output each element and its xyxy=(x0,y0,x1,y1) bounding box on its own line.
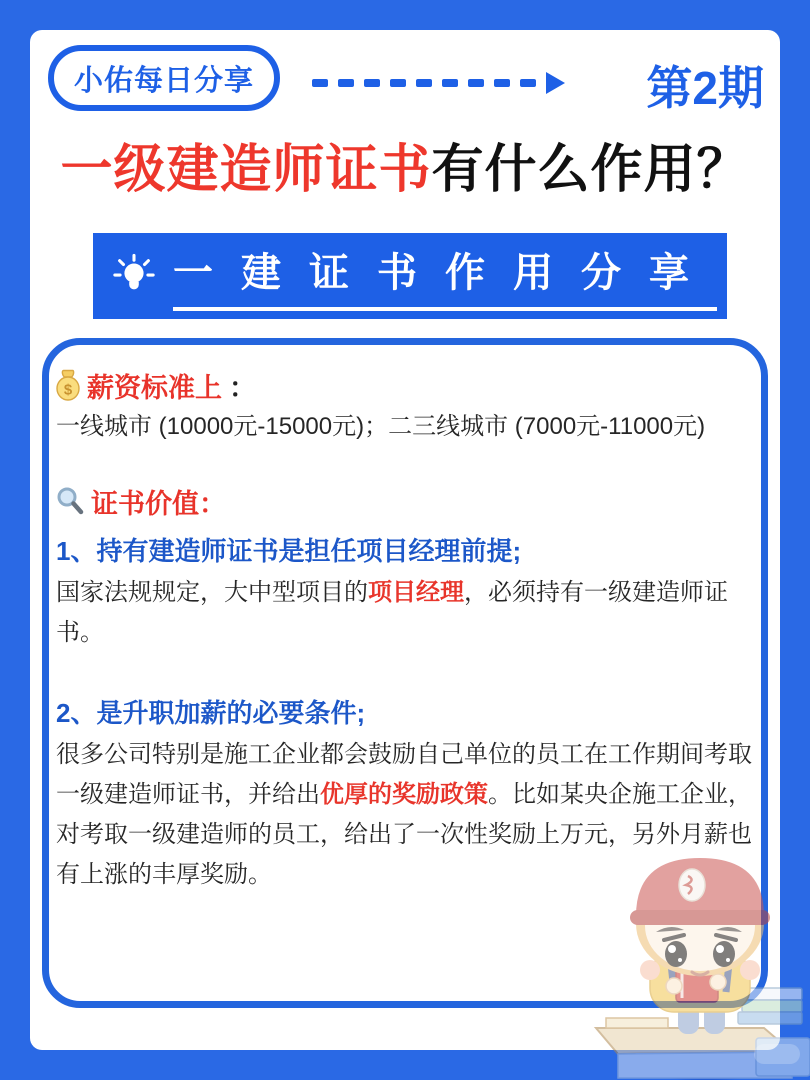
subtitle-banner xyxy=(93,233,727,319)
subtitle-banner-label: 一建证书作用分享 xyxy=(173,241,717,311)
point-2-body-highlight: 优厚的奖励政策 xyxy=(320,781,488,808)
lightbulb-icon xyxy=(111,253,157,299)
salary-body: 一线城市 (10000元-15000元)；二三线城市 (7000元-11000元) xyxy=(56,413,706,440)
brand-badge xyxy=(48,45,280,111)
page-title-rest: 有什么作用？ xyxy=(431,141,750,199)
point-2-body-pre: 很多公司特别是施工企业都会鼓励自己单位的员工在工作期间考取一级建造师证书，并给出 xyxy=(56,741,752,808)
point-1-body-post: ，必须持有一级建造师证书。 xyxy=(56,579,728,646)
watermark-badge xyxy=(754,1044,800,1064)
point-1-body-pre: 国家法规规定，大中型项目的 xyxy=(56,579,368,606)
salary-heading-text: 薪资标准上 xyxy=(87,372,222,403)
brand-badge-label: 小佑每日分享 xyxy=(73,64,254,97)
page-title xyxy=(30,138,780,203)
value-heading-text: 证书价值： xyxy=(91,488,226,519)
dashed-right-arrow-icon xyxy=(312,76,565,90)
salary-section-heading xyxy=(56,367,754,403)
issue-number: 第2期 xyxy=(646,62,764,114)
money-bag-icon xyxy=(56,369,80,401)
point-1-heading: 1、持有建造师证书是担任项目经理前提; xyxy=(56,536,522,566)
point-2-heading: 2、是升职加薪的必要条件; xyxy=(56,698,366,728)
magnifier-icon xyxy=(56,486,84,516)
page-title-highlight: 一级建造师证书 xyxy=(60,141,432,199)
svg-text:$: $ xyxy=(63,381,73,399)
salary-heading-colon: ： xyxy=(229,372,256,403)
value-section-heading xyxy=(56,483,754,519)
point-1-body xyxy=(56,573,754,653)
point-1-body-highlight: 项目经理 xyxy=(368,579,464,606)
point-2-body-post: 。比如某央企施工企业，对考取一级建造师的员工，给出了一次性奖励上万元，另外月薪也有上涨的丰厚奖励。 xyxy=(56,781,752,888)
